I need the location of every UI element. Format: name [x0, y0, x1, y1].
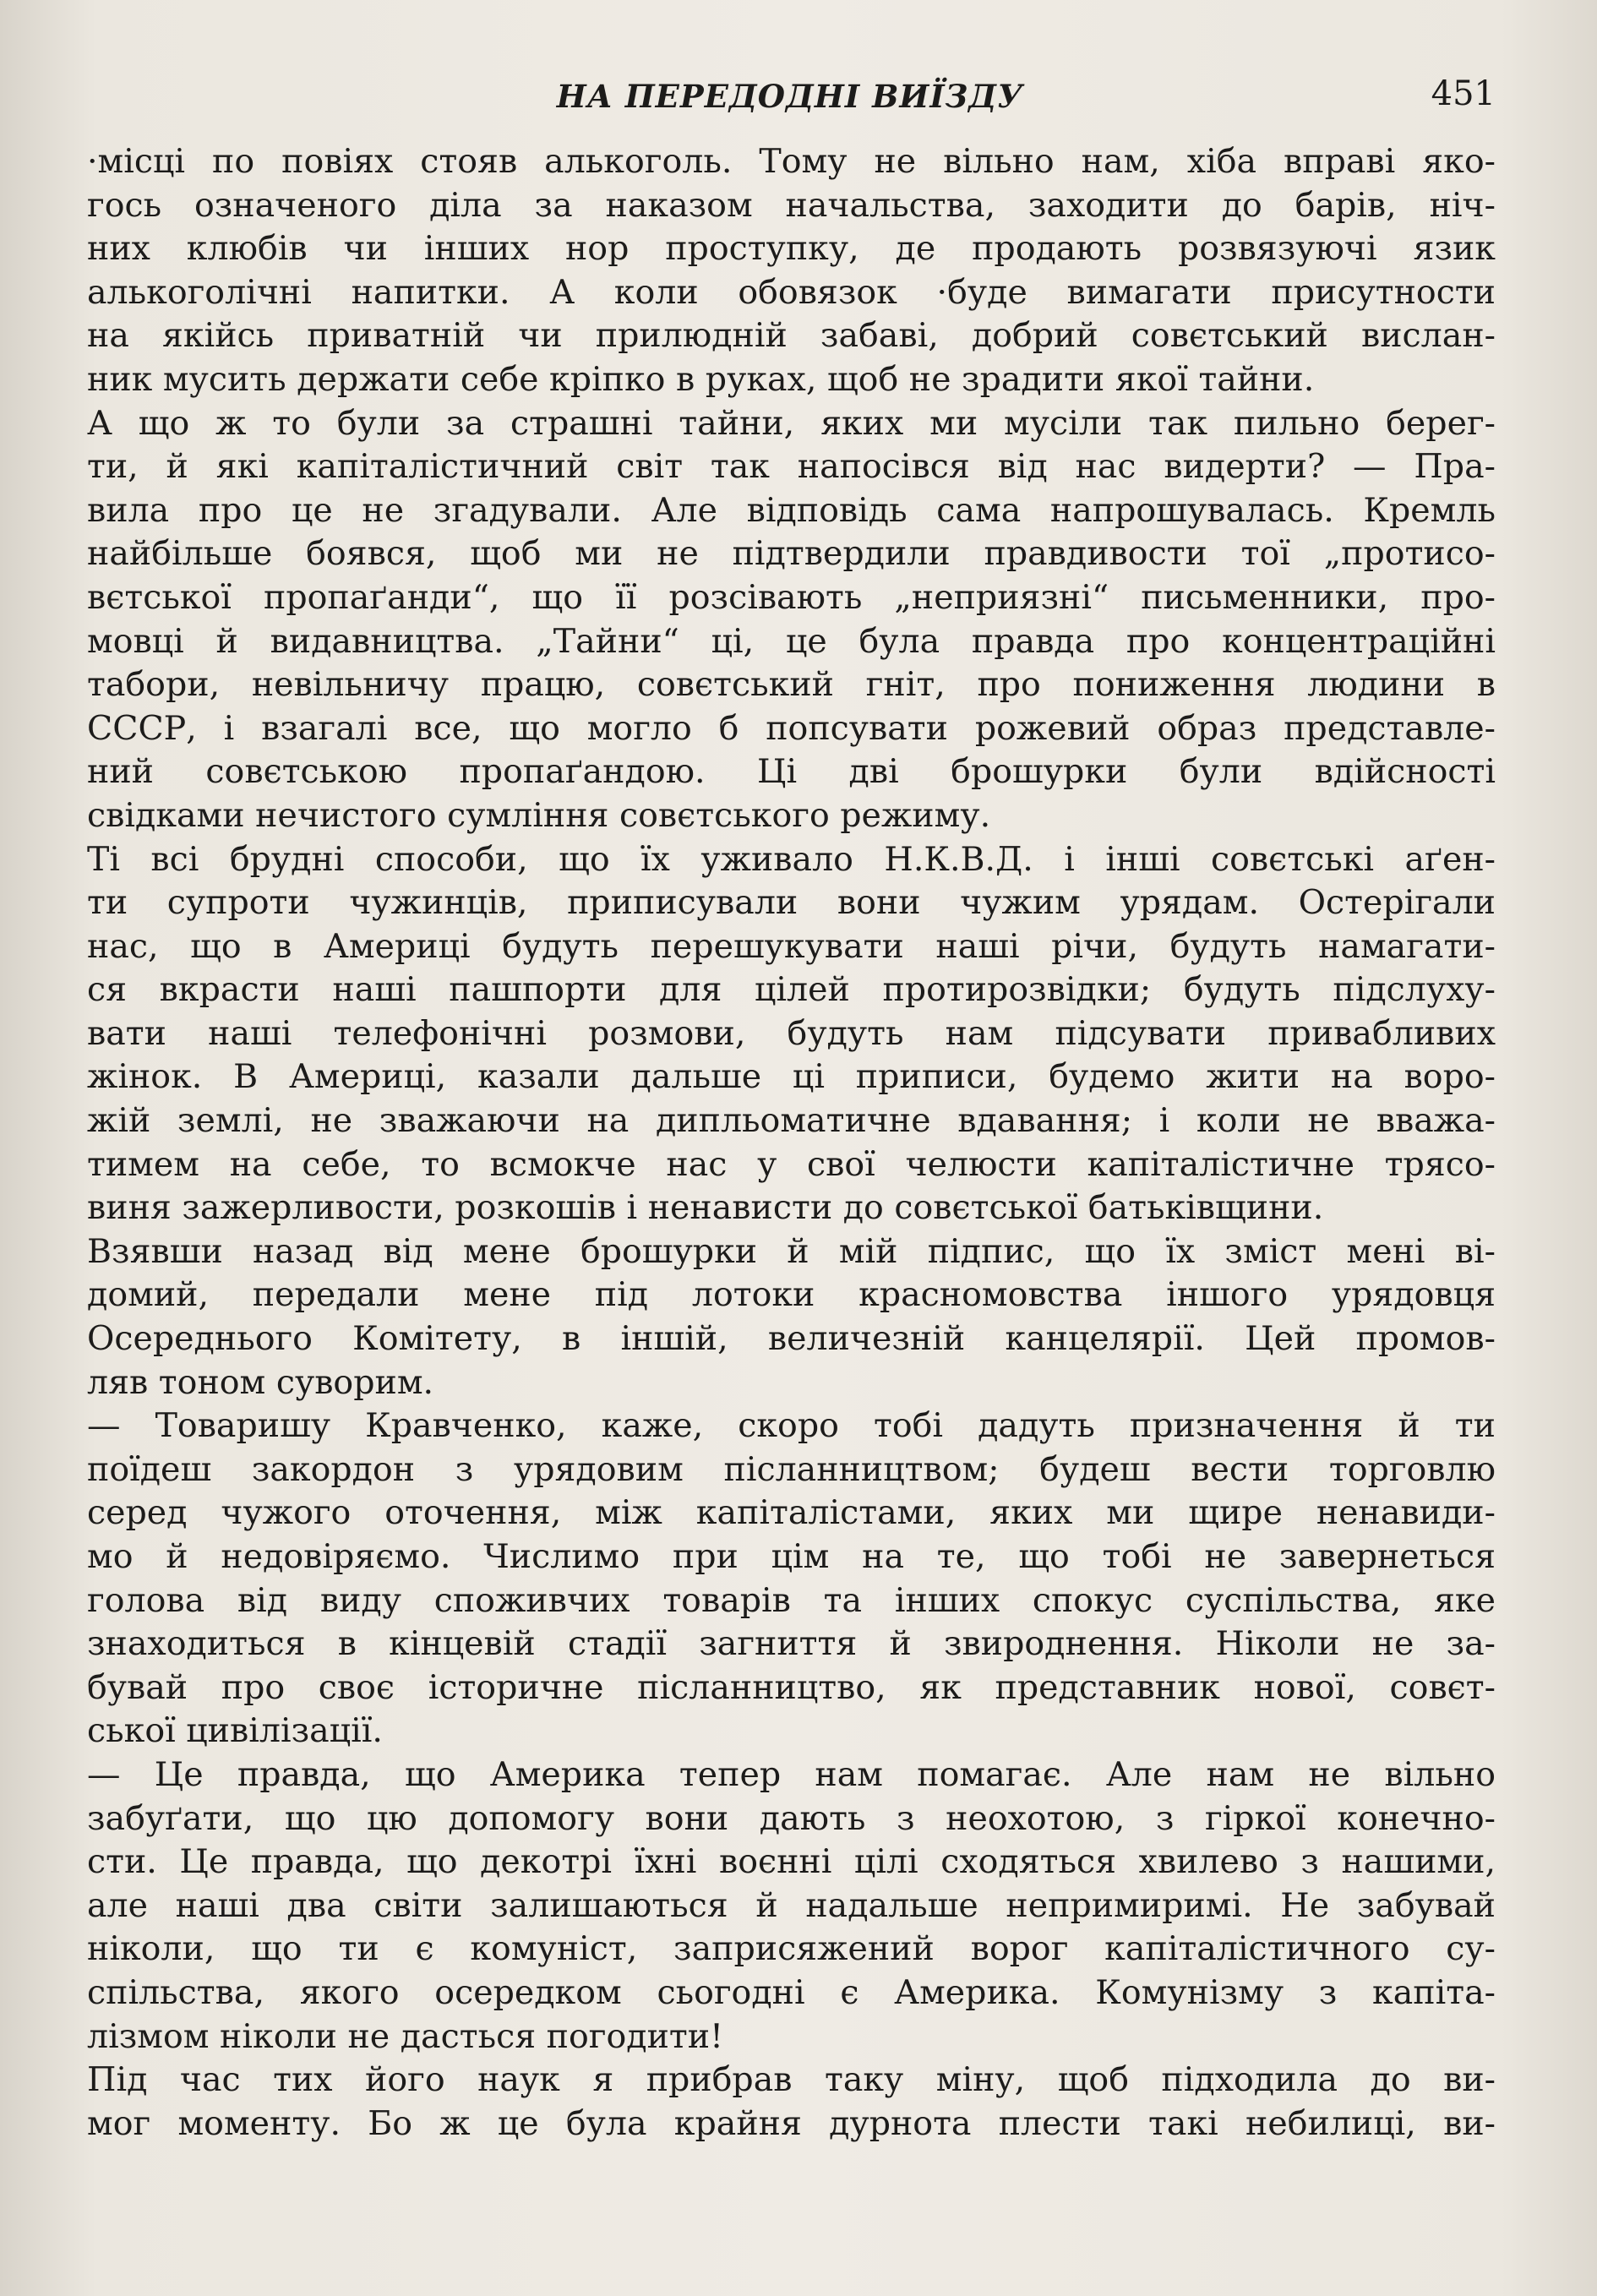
- text-line: А що ж то були за страшні тайни, яких ми мусіли так пильно берег-: [87, 403, 1496, 443]
- text-line: СССР, і взагалі все, що могло б попсувати рожевий образ представле-: [87, 708, 1496, 748]
- paragraph: [87, 1230, 1496, 1404]
- paragraph: [87, 1404, 1496, 1753]
- text-line: ся вкрасти наші пашпорти для цілей протирозвідки; будуть підслуху-: [87, 970, 1496, 1010]
- body-text: [87, 140, 1496, 2146]
- text-line: Під час тих його наук я прибрав таку міну, щоб підходила до ви-: [87, 2060, 1496, 2100]
- text-line: виня зажерливости, розкошів і ненависти до совєтської батьківщини.: [87, 1188, 1324, 1228]
- text-line: вила про це не згадували. Але відповідь сама напрошувалась. Кремль: [87, 490, 1496, 530]
- text-line: спільства, якого осередком сьогодні є Америка. Комунізму з капіта-: [87, 1972, 1496, 2012]
- text-line: свідками нечистого сумління совєтського режиму.: [87, 795, 991, 835]
- page-number: 451: [1431, 74, 1496, 113]
- text-line: нас, що в Америці будуть перешукувати наші річи, будуть намагати-: [87, 926, 1496, 966]
- text-line: ніколи, що ти є комуніст, заприсяжений ворог капіталістичного су-: [87, 1929, 1496, 1969]
- text-line: тимем на себе, то всмокче нас у свої челюсти капіталістичне трясо-: [87, 1144, 1496, 1184]
- text-line: Осереднього Комітету, в іншій, величезній канцелярії. Цей промов-: [87, 1319, 1496, 1359]
- text-line: забуґати, що цю допомогу вони дають з неохотою, з гіркої конечно-: [87, 1798, 1496, 1838]
- text-line: ляв тоном суворим.: [87, 1362, 434, 1402]
- text-line: найбільше боявся, щоб ми не підтвердили правдивости тої „протисо-: [87, 534, 1496, 574]
- text-line: сти. Це правда, що декотрі їхні воєнні цілі сходяться хвилево з нашими,: [87, 1842, 1496, 1882]
- text-line: Ті всі брудні способи, що їх уживало Н.К.В.Д. і інші совєтські аґен-: [87, 839, 1496, 879]
- paragraph: [87, 2059, 1496, 2146]
- text-line: знаходиться в кінцевій стадії загниття й звироднення. Ніколи не за-: [87, 1624, 1496, 1664]
- text-line: лізмом ніколи не дасться погодити!: [87, 2016, 723, 2056]
- paragraph: [87, 1753, 1496, 2059]
- text-line: жій землі, не зважаючи на дипльоматичне вдавання; і коли не вважа-: [87, 1101, 1496, 1141]
- text-line: ·місці по повіях стояв алькоголь. Тому не вільно нам, хіба вправі яко-: [87, 142, 1496, 181]
- text-line: мо й недовіряємо. Числимо при цім на те, що тобі не завернеться: [87, 1537, 1496, 1576]
- text-line: бувай про своє історичне післанництво, як представник нової, совєт-: [87, 1667, 1496, 1707]
- paragraph: [87, 402, 1496, 838]
- text-line: серед чужого оточення, між капіталістами, яких ми щире ненавиди-: [87, 1493, 1496, 1533]
- running-title: НА ПЕРЕДОДНІ ВИЇЗДУ: [556, 78, 1024, 115]
- page-header: [84, 74, 1496, 117]
- text-line: голова від виду споживчих товарів та інших спокус суспільства, яке: [87, 1580, 1496, 1620]
- text-line: ської цивілізації.: [87, 1711, 383, 1751]
- paragraph: [87, 838, 1496, 1230]
- text-line: — Товаришу Кравченко, каже, скоро тобі дадуть призначення й ти: [87, 1406, 1496, 1446]
- text-line: ник мусить держати себе кріпко в руках, щоб не зрадити якої тайни.: [87, 359, 1315, 399]
- text-line: поїдеш закордон з урядовим післанництвом; будеш вести торговлю: [87, 1449, 1496, 1489]
- text-line: них клюбів чи інших нор проступку, де продають розвязуючі язик: [87, 229, 1496, 269]
- text-line: табори, невільничу працю, совєтський гніт, про пониження людини в: [87, 665, 1496, 705]
- text-line: гось означеного діла за наказом начальства, заходити до барів, ніч-: [87, 185, 1496, 225]
- text-line: Взявши назад від мене брошурки й мій підпис, що їх зміст мені ві-: [87, 1231, 1496, 1271]
- text-line: мовці й видавництва. „Тайни“ ці, це була правда про концентраційні: [87, 621, 1496, 661]
- text-line: алькоголічні напитки. А коли обовязок ·буде вимагати присутности: [87, 272, 1496, 312]
- text-line: але наші два світи залишаються й надальше непримиримі. Не забувай: [87, 1885, 1496, 1925]
- text-line: ний совєтською пропаґандою. Ці дві брошурки були вдійсності: [87, 752, 1496, 792]
- text-line: жінок. В Америці, казали дальше ці приписи, будемо жити на воро-: [87, 1057, 1496, 1097]
- paragraph: [87, 140, 1496, 402]
- text-line: ти супроти чужинців, приписували вони чужим урядам. Остерігали: [87, 883, 1496, 923]
- text-line: мог моменту. Бо ж це була крайня дурнота плести такі небилиці, ви-: [87, 2103, 1496, 2143]
- text-line: вати наші телефонічні розмови, будуть нам підсувати привабливих: [87, 1013, 1496, 1053]
- text-line: на якійсь приватній чи прилюдній забаві, добрий совєтський вислан-: [87, 316, 1496, 356]
- text-line: домий, передали мене під лотоки красномовства іншого урядовця: [87, 1275, 1496, 1315]
- text-line: — Це правда, що Америка тепер нам помагає. Але нам не вільно: [87, 1754, 1496, 1794]
- text-line: ти, й які капіталістичний світ так напосівся від нас видерти? — Пра-: [87, 447, 1496, 487]
- text-line: вєтської пропаґанди“, що її розсівають „неприязні“ письменники, про-: [87, 577, 1496, 617]
